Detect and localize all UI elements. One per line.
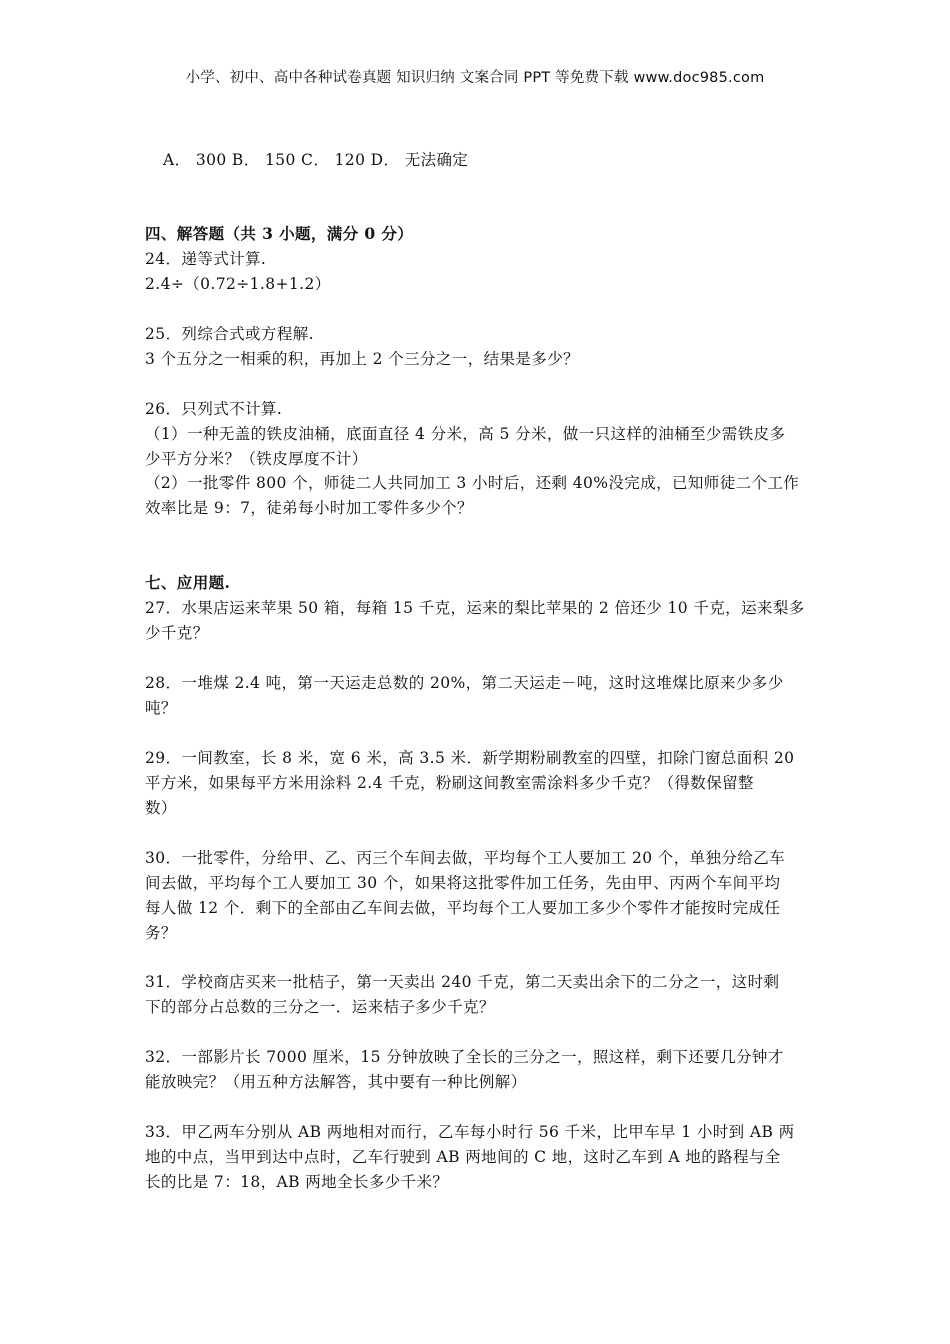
q29-line2: 平方米，如果每平方米用涂料 2.4 千克，粉刷这间教室需涂料多少千克？（得数保留整 — [145, 774, 754, 792]
q33-line1: 33．甲乙两车分别从 AB 两地相对而行，乙车每小时行 56 千米，比甲车早 1 小时到 AB 两 — [145, 1123, 795, 1141]
q31-line2: 下的部分占总数的三分之一．运来桔子多少千克？ — [145, 998, 495, 1016]
q32-line2: 能放映完？（用五种方法解答，其中要有一种比例解） — [145, 1073, 527, 1091]
section-7-title: 七、应用题. — [145, 573, 231, 592]
q26-part1-line2: 少平方分米？（铁皮厚度不计） — [145, 450, 368, 468]
q31-line1: 31．学校商店买来一批桔子，第一天卖出 240 千克，第二天卖出余下的二分之一，这时剩 — [145, 973, 780, 991]
q28-line1: 28．一堆煤 2.4 吨，第一天运走总数的 20%，第二天运走－吨，这时这堆煤比原来少多少 — [145, 674, 784, 692]
q30-line4: 务？ — [145, 924, 177, 942]
q28-line2: 吨？ — [145, 699, 177, 717]
q33-line3: 长的比是 7：18，AB 两地全长多少千米？ — [145, 1173, 449, 1191]
q29-line3: 数） — [145, 799, 177, 817]
q29-line1: 29．一间教室，长 8 米，宽 6 米，高 3.5 米．新学期粉刷教室的四壁，扣除门窗总面积 20 — [145, 749, 795, 767]
q33-line2: 地的中点，当甲到达中点时，乙车行驶到 AB 两地间的 C 地，这时乙车到 A 地的路程与全 — [145, 1148, 781, 1166]
choice-options: A． 300 B． 150 C． 120 D． 无法确定 — [163, 151, 469, 169]
page-header: 小学、初中、高中各种试卷真题 知识归纳 文案合同 PPT 等免费下载 www.doc985.com — [185, 70, 765, 86]
q30-line1: 30．一批零件，分给甲、乙、丙三个车间去做，平均每个工人要加工 20 个，单独分给乙车 — [145, 849, 786, 867]
q26-part1-line1: （1）一种无盖的铁皮油桶，底面直径 4 分米，高 5 分米，做一只这样的油桶至少需铁皮多 — [145, 425, 786, 443]
q25-body: 3 个五分之一相乘的积，再加上 2 个三分之一，结果是多少？ — [145, 350, 580, 368]
q24-stem: 24．递等式计算. — [145, 250, 267, 268]
q27-line2: 少千克？ — [145, 624, 209, 642]
q26-part2-line2: 效率比是 9：7，徒弟每小时加工零件多少个？ — [145, 499, 473, 517]
q30-line2: 间去做，平均每个工人要加工 30 个，如果将这批零件加工任务，先由甲、丙两个车间平均 — [145, 874, 781, 892]
section-4-title: 四、解答题（共 3 小题，满分 0 分） — [145, 224, 414, 243]
q30-line3: 每人做 12 个．剩下的全部由乙车间去做，平均每个工人要加工多少个零件才能按时完成任 — [145, 899, 781, 917]
q26-part2-line1: （2）一批零件 800 个，师徒二人共同加工 3 小时后，还剩 40%没完成，已知师徒二个工作 — [145, 474, 800, 492]
q24-expression: 2.4÷（0.72÷1.8+1.2） — [145, 275, 331, 293]
q25-stem: 25．列综合式或方程解. — [145, 325, 314, 343]
q32-line1: 32．一部影片长 7000 厘米，15 分钟放映了全长的三分之一，照这样，剩下还要几分钟才 — [145, 1048, 784, 1066]
q27-line1: 27．水果店运来苹果 50 箱，每箱 15 千克，运来的梨比苹果的 2 倍还少 10 千克，运来梨多 — [145, 599, 805, 617]
q26-stem: 26．只列式不计算. — [145, 400, 283, 418]
